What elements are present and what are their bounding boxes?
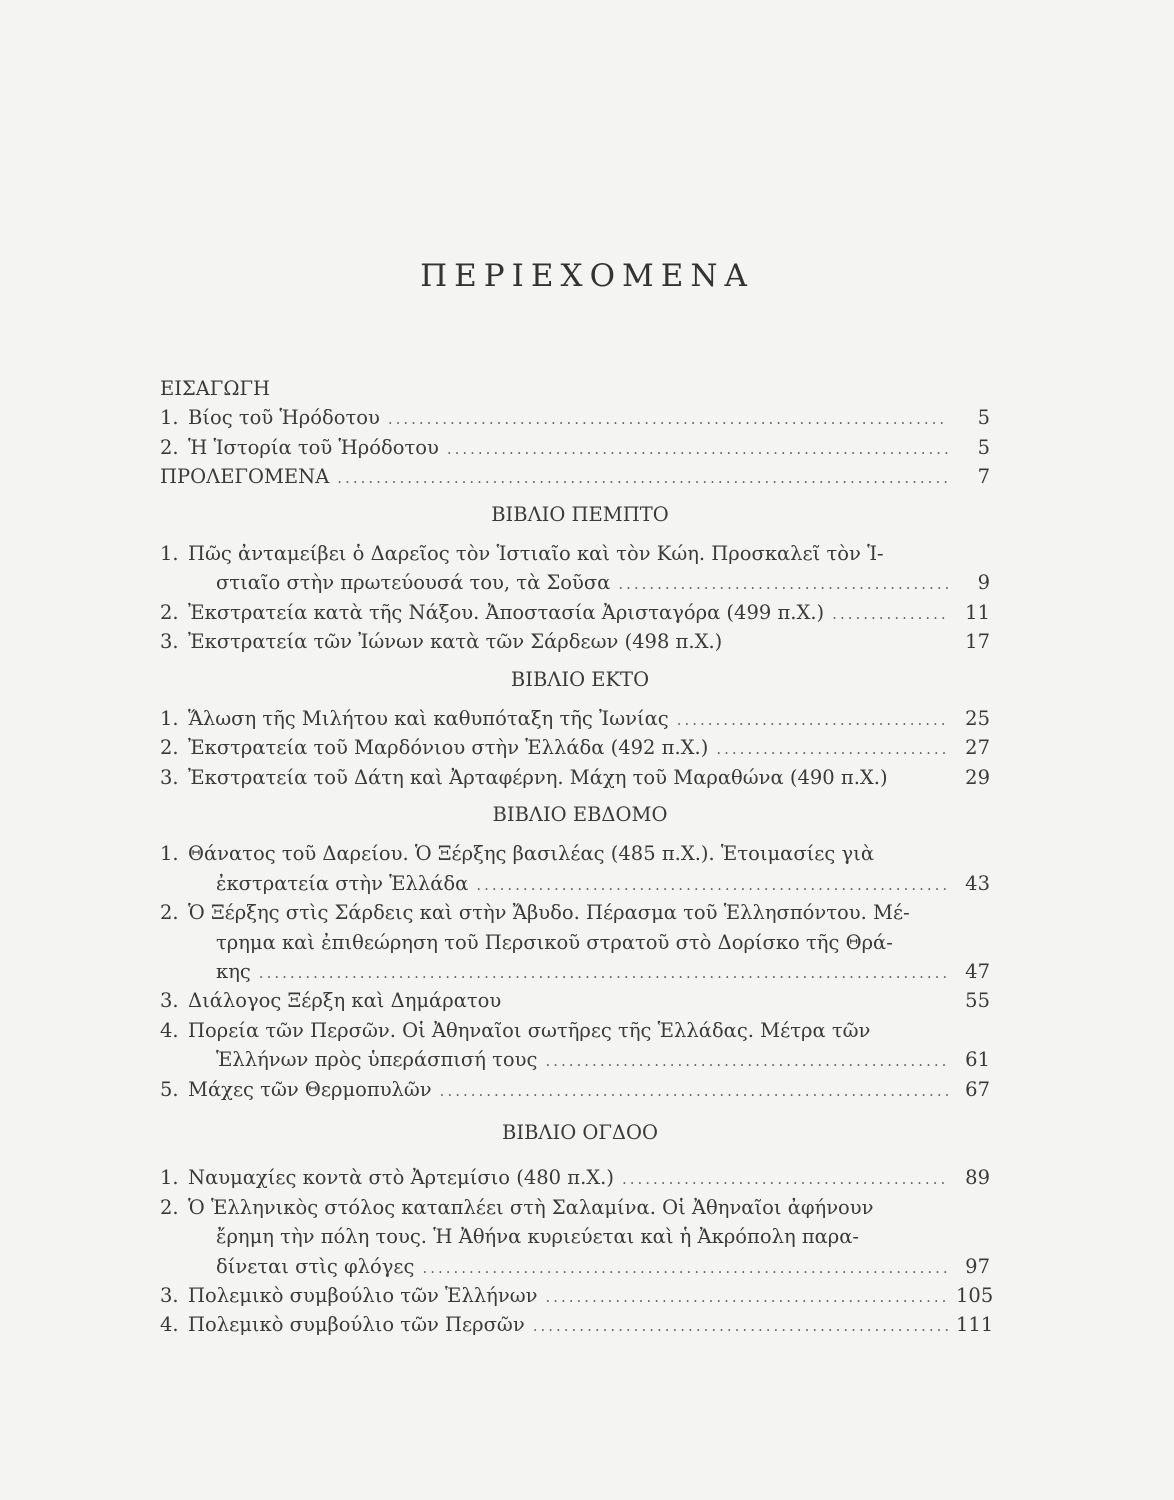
leader-dots [832,600,948,629]
toc-entry-continuation[interactable] [160,957,990,986]
entry-title: τρημα καὶ ἐπιθεώρηση τοῦ Περσικοῦ στρατοῦ στὸ Δορίσκο τῆς Θρά- [216,930,893,954]
entry-page: 29 [965,765,990,789]
entry-page: 7 [977,465,990,489]
entry-number: 3. [160,630,179,654]
entry-title: ἔρημη τὴν πόλη τους. Ἡ Ἀθήνα κυριεύεται καὶ ἡ Ἀκρόπολη παρα- [216,1225,860,1249]
entry-number: 1. [160,842,179,866]
entry-title: στιαῖο στὴν πρωτεύουσά του, τὰ Σοῦσα [216,571,611,595]
entry-title: Ἡ Ἱστορία τοῦ Ἡρόδοτου [188,435,439,459]
intro-heading: ΕΙΣΑΓΩΓΗ [160,377,271,400]
toc-entry[interactable] [160,627,990,656]
entry-number: 2. [160,1195,179,1219]
entry-number: 2. [160,600,179,624]
entry-number: 5. [160,1077,179,1101]
entry-title: ἐκστρατεία στὴν Ἑλλάδα [216,871,469,895]
entry-title: Μάχες τῶν Θερμοπυλῶν [188,1077,432,1101]
entry-page: 97 [965,1254,990,1278]
entry-number: 3. [160,989,179,1013]
toc-entry[interactable] [160,1310,994,1339]
toc-entry-continuation[interactable] [160,1222,990,1251]
toc-entry[interactable] [160,598,990,627]
toc-entry[interactable] [160,539,990,568]
book-heading: ΒΙΒΛΙΟ ΕΚΤΟ [510,667,650,691]
leader-dots [422,1254,948,1283]
leader-dots [476,871,948,900]
entry-title: Βίος τοῦ Ἡρόδοτου [188,406,380,430]
entry-title: Πολεμικὸ συμβούλιο τῶν Ἑλλήνων [188,1283,538,1307]
entry-title: Πολεμικὸ συμβούλιο τῶν Περσῶν [188,1313,525,1337]
book-heading: ΒΙΒΛΙΟ ΟΓΔΟΟ [502,1120,658,1144]
entry-title: Πῶς ἀνταμείβει ὁ Δαρεῖος τὸν Ἱστιαῖο καὶ τὸν Κώη. Προσκαλεῖ τὸν Ἱ- [188,541,884,565]
toc-entry-continuation[interactable] [160,869,990,898]
toc-entry[interactable] [160,898,990,927]
toc-entry[interactable] [160,1163,990,1192]
toc-entry[interactable] [160,462,990,491]
toc-entry[interactable] [160,1075,990,1104]
leader-dots [447,435,948,464]
entry-title: Ἐκστρατεία κατὰ τῆς Νάξου. Ἀποστασία Ἀρισταγόρα (499 π.Χ.) [188,600,825,624]
entry-number: 2. [160,901,179,925]
entry-page: 43 [965,871,990,895]
entry-page: 5 [977,435,990,459]
toc-entry[interactable] [160,704,990,733]
leader-dots [388,405,948,434]
entry-number: 2. [160,435,179,459]
entry-title: δίνεται στὶς φλόγες [216,1254,415,1278]
leader-dots [622,1165,948,1194]
entry-title: Ὁ Ξέρξης στὶς Σάρδεις καὶ στὴν Ἄβυδο. Πέρασμα τοῦ Ἑλλησπόντου. Μέ- [188,901,910,925]
entry-number: 4. [160,1313,179,1337]
entry-title: Ἐκστρατεία τοῦ Μαρδόνιου στὴν Ἑλλάδα (492 π.Χ.) [188,736,709,760]
entry-page: 9 [977,571,990,595]
entry-page: 105 [956,1283,994,1307]
leader-dots [716,735,948,764]
entry-page: 55 [965,989,990,1013]
entry-number: 1. [160,541,179,565]
leader-dots [259,959,948,988]
entry-title: Ἐκστρατεία τῶν Ἰώνων κατὰ τῶν Σάρδεων (498 π.Χ.) [188,630,723,654]
entry-page: 27 [965,736,990,760]
entry-page: 25 [965,706,990,730]
leader-dots [440,1077,948,1106]
entry-page: 17 [965,630,990,654]
toc-entry[interactable] [160,763,990,792]
entry-number: 4. [160,1018,179,1042]
entry-title: Ὁ Ἑλληνικὸς στόλος καταπλέει στὴ Σαλαμίνα. Οἱ Ἀθηναῖοι ἀφήνουν [188,1195,874,1219]
entry-page: 67 [965,1077,990,1101]
entry-page: 11 [965,600,990,624]
toc-entry-continuation[interactable] [160,928,990,957]
entry-number: 2. [160,736,179,760]
entry-number: 1. [160,406,179,430]
book-heading: ΒΙΒΛΙΟ ΠΕΜΠΤΟ [491,502,669,526]
leader-dots [337,464,948,493]
entry-title: Ἅλωση τῆς Μιλήτου καὶ καθυπόταξη τῆς Ἰωνίας [188,706,669,730]
entry-title: κης [216,960,251,984]
toc-entry[interactable] [160,403,990,432]
entry-number: 1. [160,1166,179,1190]
toc-entry[interactable] [160,733,990,762]
entry-title: Ναυμαχίες κοντὰ στὸ Ἀρτεμίσιο (480 π.Χ.) [188,1166,614,1190]
entry-title: Θάνατος τοῦ Δαρείου. Ὁ Ξέρξης βασιλέας (485 π.Χ.). Ἑτοιμασίες γιὰ [188,842,874,866]
entry-page: 61 [965,1048,990,1072]
toc-entry[interactable] [160,433,990,462]
toc-entry[interactable] [160,986,990,1015]
leader-dots [533,1312,948,1341]
entry-page: 47 [965,960,990,984]
book-heading: ΒΙΒΛΙΟ ΕΒΔΟΜΟ [492,803,668,827]
toc-entry-continuation[interactable] [160,568,990,597]
entry-title: ΠΡΟΛΕΓΟΜΕΝΑ [160,465,330,489]
entry-number: 1. [160,706,179,730]
entry-number: 3. [160,765,179,789]
leader-dots [618,570,948,599]
toc-entry-continuation[interactable] [160,1045,990,1074]
entry-title: Πορεία τῶν Περσῶν. Οἱ Ἀθηναῖοι σωτῆρες τῆς Ἑλλάδας. Μέτρα τῶν [188,1018,871,1042]
leader-dots [677,706,948,735]
entry-number: 3. [160,1283,179,1307]
toc-entry-continuation[interactable] [160,1252,990,1281]
entry-page: 5 [977,406,990,430]
toc-entry[interactable] [160,1016,990,1045]
table-of-contents [160,374,994,1340]
page-title: ΠΕΡΙΕΧΟΜΕΝΑ [420,258,754,294]
entry-title: Ἑλλήνων πρὸς ὑπεράσπισή τους [216,1048,538,1072]
toc-entry[interactable] [160,1281,994,1310]
toc-entry[interactable] [160,1193,990,1222]
leader-dots [545,1283,948,1312]
toc-entry[interactable] [160,839,990,868]
entry-page: 89 [965,1166,990,1190]
leader-dots [545,1047,948,1076]
entry-title: Ἐκστρατεία τοῦ Δάτη καὶ Ἀρταφέρνη. Μάχη τοῦ Μαραθώνα (490 π.Χ.) [188,765,888,789]
entry-title: Διάλογος Ξέρξη καὶ Δημάρατου [188,989,502,1013]
entry-page: 111 [956,1313,994,1337]
